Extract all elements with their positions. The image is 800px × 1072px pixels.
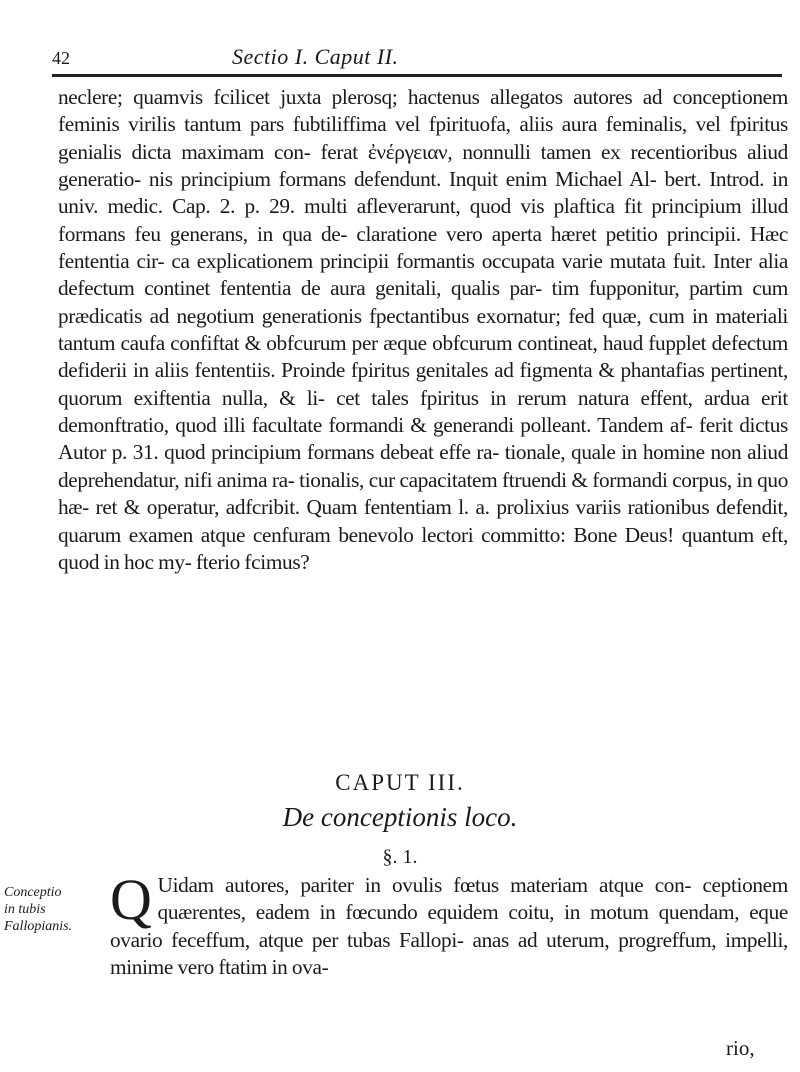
header-rule (52, 74, 782, 77)
marginal-line: Fallopianis. (4, 919, 73, 934)
page-number: 42 (52, 48, 70, 68)
chapter-subtitle: De conceptionis loco. (282, 802, 518, 832)
catchword: rio, (726, 1036, 755, 1060)
section-number: §. 1. (382, 846, 418, 868)
section-paragraph (110, 867, 788, 981)
paragraph-text: neclere; quamvis fcilicet juxta plerosq; hactenus allegatos autores ad conceptionem feminis virilis tantum pars fubtiliffima vel fpirituofa, aliis aura feminalis, vel fpiritus genialis dicta maximam con- ferat ἐνέργειαν, nonnulli tamen ex recentioribus aliud generatio- nis principium formans defendunt. Inquit enim Michael Al- bert. Introd. in univ. medic. Cap. 2. p. 29. multi afleverarunt, quod vis plaftica fit principium illud formans feu generans, in qua de- claratione vero aperta hæret petitio principii. Hæc fententia cir- ca explicationem principii formantis occupata varie mutata fuit. Inter alia defectum continet fententia de aura genitali, qualis par- tim fupponitur, partim cum prædicatis ad negotium generationis fpectantibus exornatur; fed quæ, cum in materiali tantum caufa confiftat & obfcurum per æque obfcurum contineat, haud fupplet defectum defiderii in aliis fententiis. Proinde fpiritus genitales ad figmenta & phantafias pertinent, quorum exiftentia nulla, & li- cet tales fpiritus in rerum natura effent, ardua erit demonftratio, quod illi facultate formandi & generandi polleant. Tandem af- ferit dictus Autor p. 31. quod principium formans debeat effe ra- tionale, quale in homine non aliud deprehendatur, nifi anima ra- tionalis, cur capacitatem ftruendi & formandi corpus, in quo hæ- ret & operatur, adfcribit. Quam fententiam l. a. prolixius variis rationibus defendit, quarum examen atque cenfuram benevolo lectori committo: Bone Deus! quantum eft, quod in hoc my- fterio fcimus? (58, 85, 788, 574)
drop-cap: Q (110, 867, 152, 932)
paragraph-text: Uidam autores, pariter in ovulis fœtus materiam atque con- ceptionem quærentes, eadem in fœcundo equidem coitu, in motum quendam, eque ovario feceffum, atque per tubas Fallopi- anas ad uterum, progreffum, impelli, minime vero ftatim in ova- (110, 873, 788, 980)
marginal-line: in tubis (4, 902, 46, 917)
chapter-title: CAPUT III. (335, 770, 465, 795)
marginal-line: Conceptio (4, 885, 62, 900)
page-header (52, 44, 782, 74)
running-head: Sectio I. Caput II. (232, 44, 399, 69)
continued-paragraph (58, 84, 788, 576)
marginal-note (4, 884, 84, 935)
